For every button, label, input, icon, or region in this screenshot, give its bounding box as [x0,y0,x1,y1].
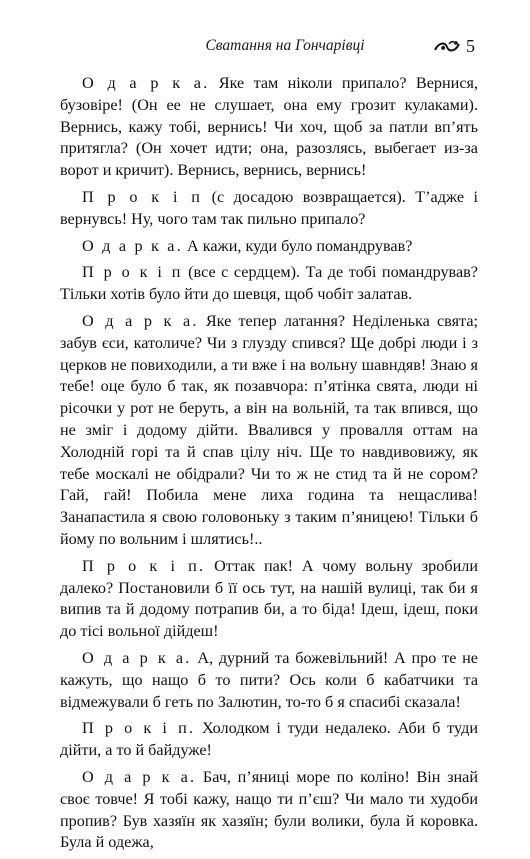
speech-text: (с досадою возвращается). Т’адже і вернувсь! Ну, чого там так пильно припало? [60,187,478,228]
speaker-name: П р о к і п [82,263,183,282]
speech-text: Бач, п’яниці море по коліно! Він знай своє товче! Я тобі кажу, нащо ти п’єш? Чи мало ти худоби пропив? Був хазяїн як хазяїн; були волики, була й коровка. Була й одежа, [60,767,479,852]
paragraph [60,767,478,854]
speaker-name: О д а р к а. [82,236,183,255]
paragraph [60,187,478,231]
speaker-name: П р о к і п [82,187,203,206]
speaker-name: О д а р к а. [82,311,199,330]
speech-text: Яке тепер латання? Неділенька свята; забув єси, католиче? Чи з глузду спився? Ще добрі люди і з церков не повиходили, а ти вже і на вольну шавндяв! Знаю я тебе! оце було б так, як позавчора: п’ятінка свята, люди ні рісочки у рот не беруть, а він на вольній, та так впився, що не зміг і додому дійти. Ввалився у провалля оттам на Холодній горі та й спав цілу ніч. Ще то навдивовижу, як тебе москалі не обідрали? Чи то ж не стид та й не сором? Гай, гай! Побила мене лиха година та нещаслива! Занапастила я свою головоньку з таким п’яницею! Тільки б йому по вольним і шлятись!.. [60,311,478,548]
speech-text: (все с сердцем). Та де тобі помандрував? Тільки хотів було йти до шевця, щоб чобіт залатав. [60,263,478,304]
speaker-name: О д а р к а. [82,767,197,786]
speech-text: Оттак пак! А чому вольну зробили далеко? Постановили б її ось тут, на нашій вулиці, так би я випив та й додому потрапив би, а то біда! Ідеш, ідеш, поки до тісі вольної дійдеш! [60,556,478,641]
paragraph [60,556,478,643]
page-header [150,35,500,57]
speaker-name: П р о к і п. [82,719,196,738]
speaker-name: П р о к і п. [82,556,206,575]
paragraph [60,648,478,713]
paragraph [60,262,478,306]
running-title: Сватання на Гончарівці [205,37,365,54]
speaker-name: О д а р к а. [82,648,192,667]
page-body [60,73,478,859]
speech-text: Холодком і туди недалеко. Аби б туди дійти, а то й байдуже! [60,719,478,760]
speech-text: А кажи, куди було помандрував? [182,236,413,255]
paragraph [60,236,478,258]
speaker-name: О д а р к а. [82,74,210,92]
paragraph [60,311,478,551]
speech-text: А, дурний та божевільний! А про те не кажуть, що нащо б то пити? Ось коли б кабатчики та відмежували б геть по Залютин, то-то б я спасибі сказала! [60,648,478,711]
paragraph [60,718,478,762]
speech-text: Яке там ніколи припало? Вернися, бузовіре! (Он ее не слушает, она ему грозит кулаками). Вернись, кажу тобі, вернись! Чи хоч, щоб за патли вп’ять притягла? (Он хочет идти; она, разозлясь, выбегает из-за ворот и кричит). Вернись, вернись, вернись! [60,74,479,180]
fleuron-icon [433,39,461,53]
paragraph [60,73,478,182]
page-number: 5 [466,36,475,56]
